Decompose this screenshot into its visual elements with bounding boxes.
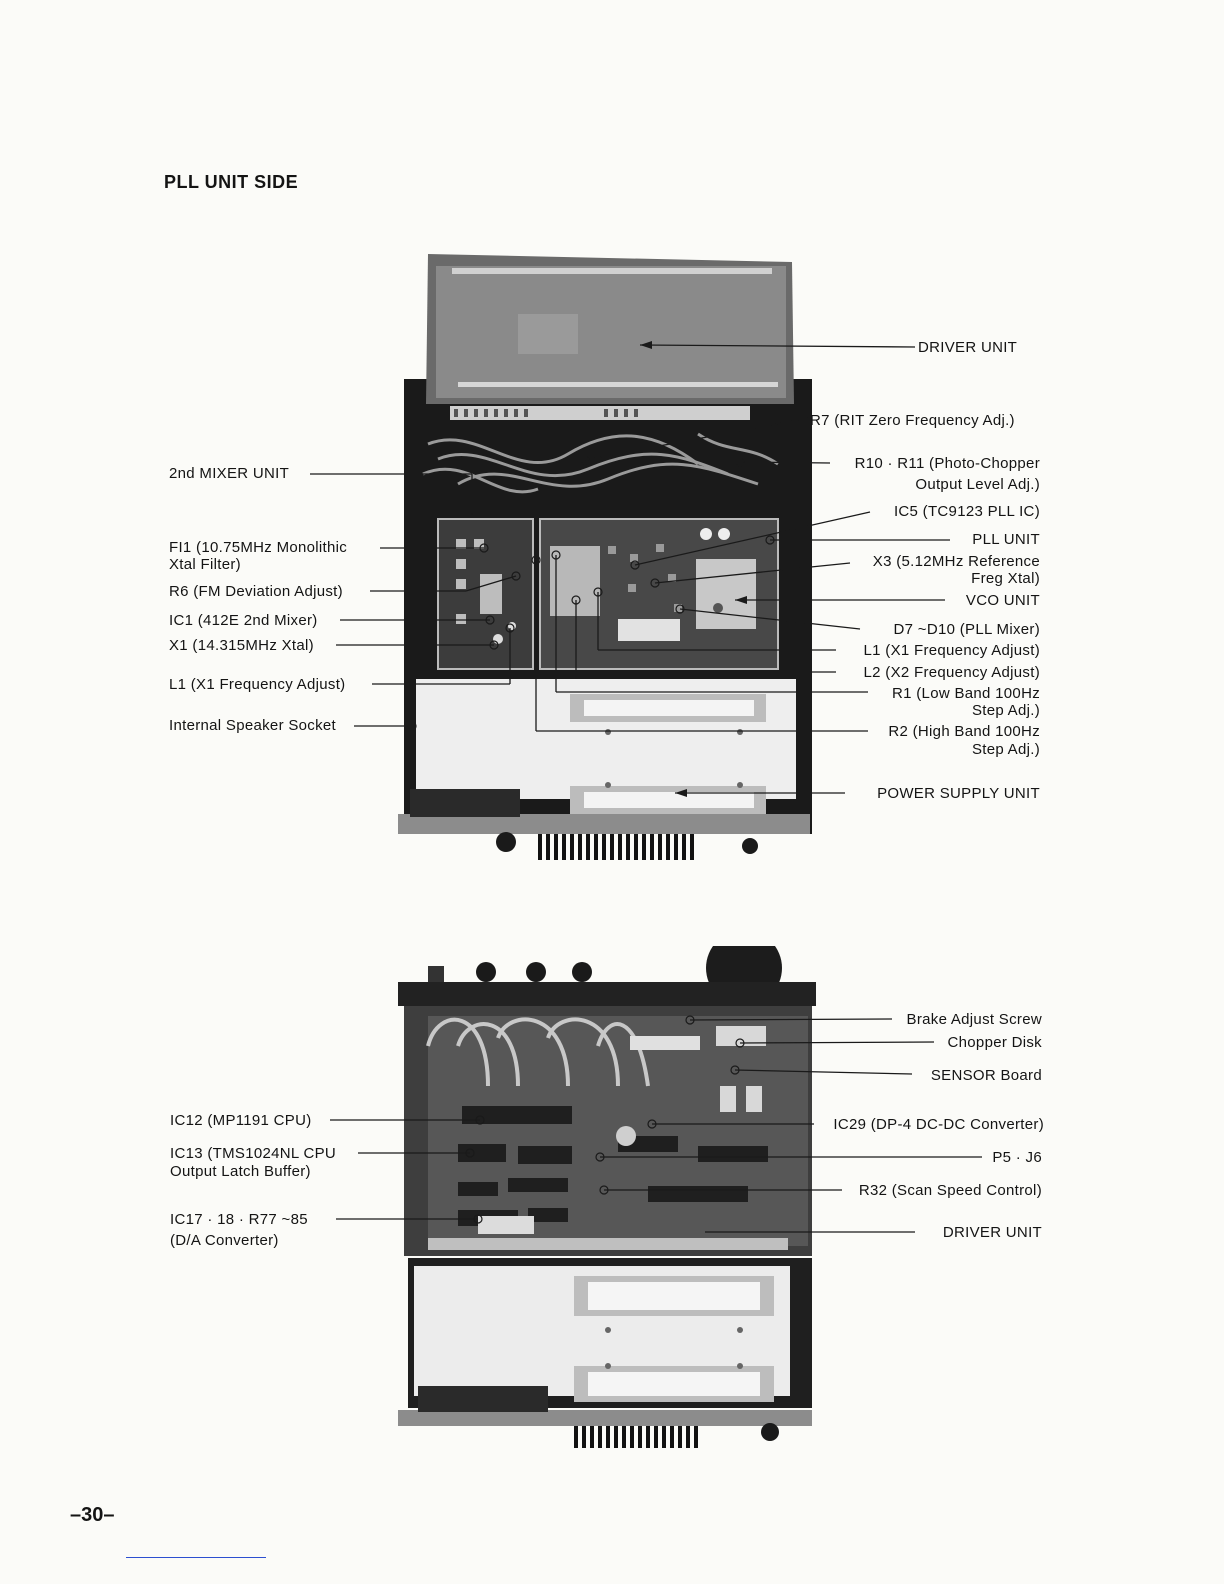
fi1-xtal-filter-label-line2: Xtal Filter)	[169, 556, 241, 573]
ic13-cpu-label-line2: Output Latch Buffer)	[170, 1163, 311, 1180]
sensor-board-label: SENSOR Board	[930, 1067, 1042, 1084]
l2-x2-frequency-label: L2 (X2 Frequency Adjust)	[863, 664, 1040, 681]
l1-x1-frequency-right-label: L1 (X1 Frequency Adjust)	[863, 642, 1040, 659]
pll-unit-side-photo	[398, 254, 822, 862]
second-mixer-unit-label: 2nd MIXER UNIT	[169, 465, 290, 482]
power-supply-unit-label: POWER SUPPLY UNIT	[877, 785, 1040, 802]
vco-unit-label: VCO UNIT	[965, 592, 1040, 609]
page-heading: PLL UNIT SIDE	[164, 172, 299, 192]
ic13-cpu-label-line1: IC13 (TMS1024NL CPU	[170, 1145, 337, 1162]
d7-d10-pll-mixer-label: D7 ~D10 (PLL Mixer)	[893, 621, 1040, 638]
pll-unit-label: PLL UNIT	[972, 531, 1040, 548]
p5-j6-label: P5 · J6	[992, 1149, 1042, 1166]
page-number: –30–	[70, 1504, 115, 1526]
internal-speaker-socket-label: Internal Speaker Socket	[169, 717, 336, 734]
ic1-second-mixer-label: IC1 (412E 2nd Mixer)	[169, 612, 318, 629]
ic29-dc-dc-converter-label: IC29 (DP-4 DC-DC Converter)	[833, 1116, 1044, 1133]
r7-rit-zero-label: R7 (RIT Zero Frequency Adj.)	[810, 412, 1015, 429]
r2-high-band-label-line1: R2 (High Band 100Hz	[888, 723, 1040, 740]
x3-reference-xtal-label-line2: Freg Xtal)	[971, 570, 1040, 587]
cpu-unit-side-photo	[398, 946, 822, 1450]
l1-x1-frequency-left-label: L1 (X1 Frequency Adjust)	[169, 676, 346, 693]
r10-r11-label-line1: R10 · R11 (Photo-Chopper	[854, 455, 1040, 472]
fi1-xtal-filter-label-line1: FI1 (10.75MHz Monolithic	[169, 539, 348, 556]
chopper-disk-label: Chopper Disk	[947, 1034, 1042, 1051]
ic5-pll-ic-label: IC5 (TC9123 PLL IC)	[893, 503, 1040, 520]
r1-low-band-label-line2: Step Adj.)	[971, 702, 1040, 719]
bottom-driver-unit-label: DRIVER UNIT	[942, 1224, 1042, 1241]
r6-fm-deviation-label: R6 (FM Deviation Adjust)	[169, 583, 343, 600]
r1-low-band-label-line1: R1 (Low Band 100Hz	[892, 685, 1040, 702]
ic17-da-converter-label-line1: IC17 · 18 · R77 ~85	[170, 1211, 308, 1228]
x3-reference-xtal-label-line1: X3 (5.12MHz Reference	[872, 553, 1040, 570]
driver-unit-label: DRIVER UNIT	[918, 339, 1018, 356]
ic12-cpu-label: IC12 (MP1191 CPU)	[170, 1112, 312, 1129]
x1-xtal-label: X1 (14.315MHz Xtal)	[169, 637, 314, 654]
r10-r11-label-line2: Output Level Adj.)	[915, 476, 1040, 493]
ic17-da-converter-label-line2: (D/A Converter)	[170, 1232, 279, 1249]
r2-high-band-label-line2: Step Adj.)	[971, 741, 1040, 758]
footer-link-line	[126, 1557, 266, 1558]
brake-adjust-screw-label: Brake Adjust Screw	[906, 1011, 1042, 1028]
r32-scan-speed-label: R32 (Scan Speed Control)	[858, 1182, 1042, 1199]
